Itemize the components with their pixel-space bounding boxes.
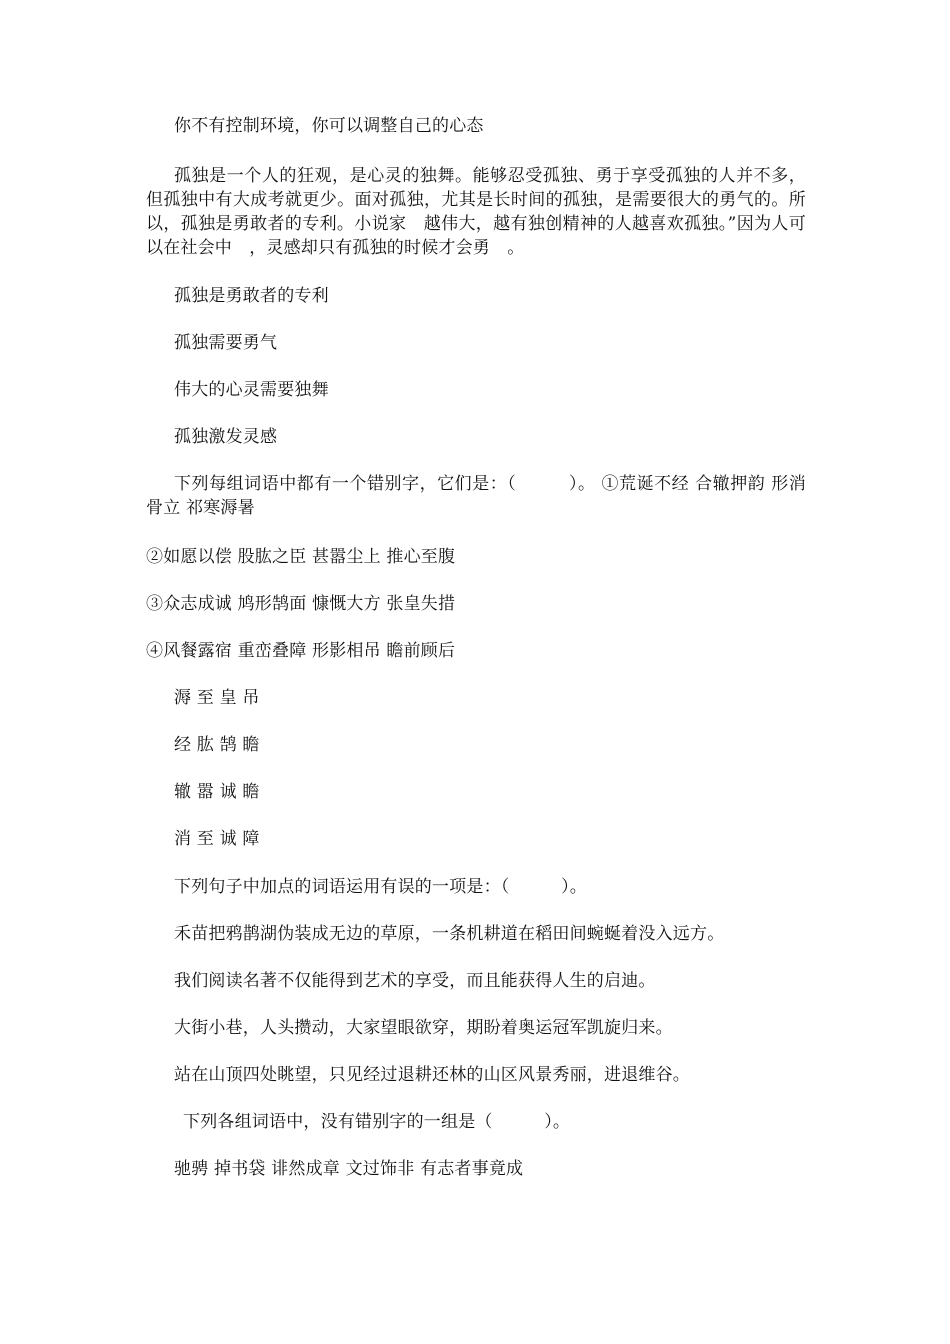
- q4-option-a: 驰骋 掉书袋 诽然成章 文过饰非 有志者事竟成: [174, 1159, 524, 1179]
- q2-stem: 下列每组词语中都有一个错别字，它们是：（ ）。 ①荒诞不经 合辙押韵 形消骨立 祁寒溽暑: [146, 474, 806, 518]
- q2-option-c: 辙 嚣 诚 瞻: [174, 782, 260, 802]
- title-line: 你不有控制环境，你可以调整自己的心态: [174, 116, 484, 136]
- q4-stem: 下列各组词语中，没有错别字的一组是（ ）。: [183, 1112, 571, 1132]
- q3-option-d: 站在山顶四处眺望，只见经过退耕还林的山区风景秀丽，进退维谷。: [174, 1065, 690, 1085]
- q3-option-b: 我们阅读名著不仅能得到艺术的享受，而且能获得人生的启迪。: [174, 971, 656, 991]
- q3-option-a: 禾苗把鸦鹊湖伪装成无边的草原，一条机耕道在稻田间蜿蜒着没入远方。: [174, 924, 725, 944]
- reading-passage: 孤独是一个人的狂观，是心灵的独舞。能够忍受孤独、勇于享受孤独的人并不多，但孤独中有大成考就更少。面对孤独，尤其是长时间的孤独，是需要很大的勇气的。所以，孤独是勇敢者的专利。小说家 越伟大，越有独创精神的人越喜欢孤独。”因为人可以在社会中 ，灵感却只有孤独的时候才会勇 。: [146, 166, 806, 258]
- q1-option-d: 孤独激发灵感: [174, 427, 278, 447]
- q1-option-b: 孤独需要勇气: [174, 333, 278, 353]
- q1-option-c: 伟大的心灵需要独舞: [174, 380, 329, 400]
- q2-group-2: ②如愿以偿 股肱之臣 甚嚣尘上 推心至腹: [146, 547, 456, 567]
- q2-option-b: 经 肱 鹄 瞻: [174, 735, 260, 755]
- q2-group-4: ④风餐露宿 重峦叠障 形影相吊 瞻前顾后: [146, 641, 456, 661]
- q3-option-c: 大街小巷，人头攒动，大家望眼欲穿，期盼着奥运冠军凯旋归来。: [174, 1018, 673, 1038]
- q2-option-d: 消 至 诚 障: [174, 829, 260, 849]
- q2-group-3: ③众志成诚 鸠形鹄面 慷慨大方 张皇失措: [146, 594, 456, 614]
- q1-option-a: 孤独是勇敢者的专利: [174, 286, 329, 306]
- q2-option-a: 溽 至 皇 吊: [174, 688, 260, 708]
- q3-stem: 下列句子中加点的词语运用有误的一项是：（ ）。: [174, 877, 587, 897]
